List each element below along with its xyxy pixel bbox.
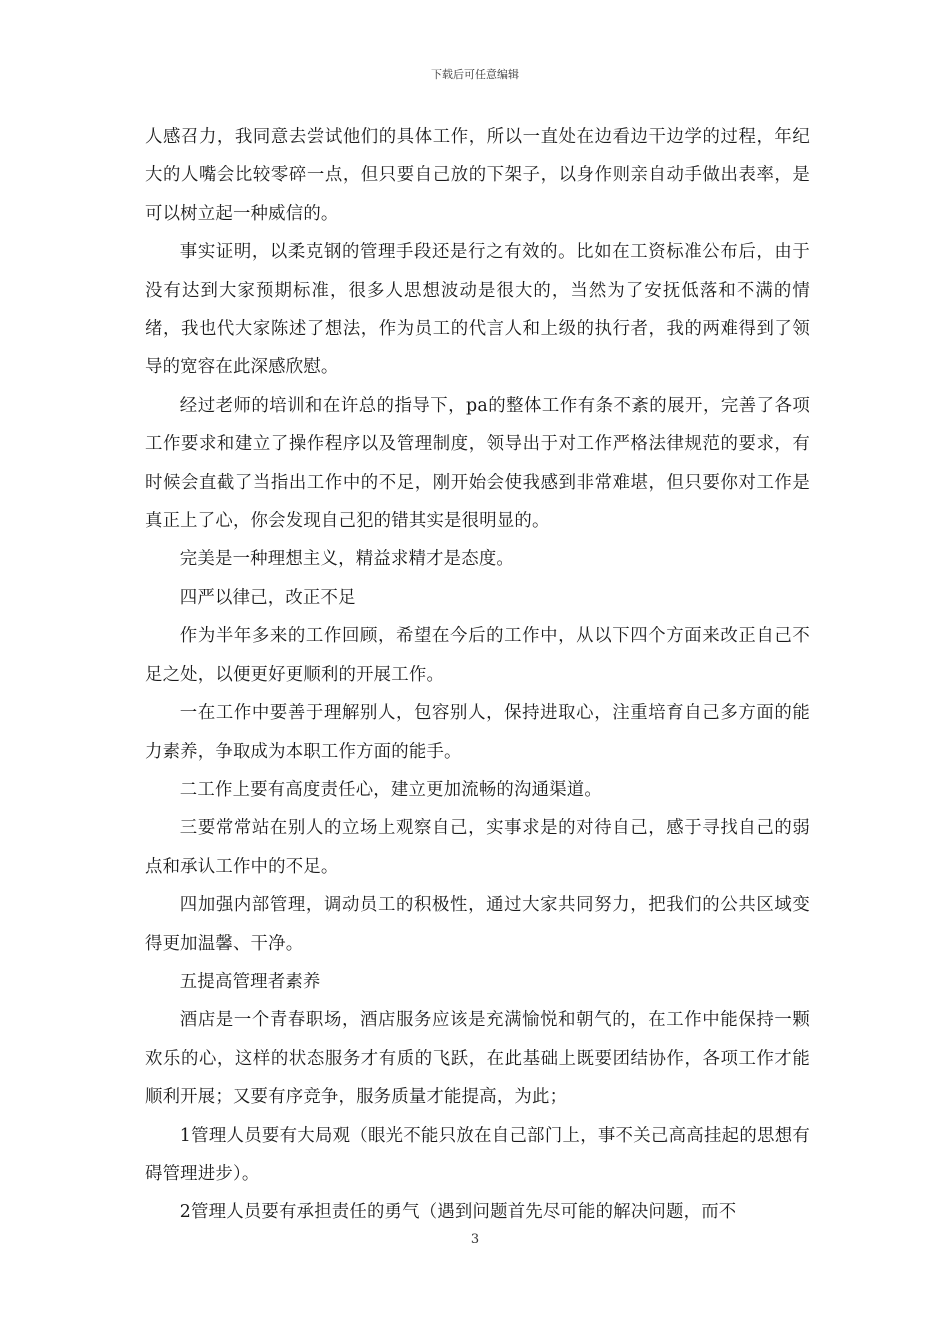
list-item-4: 四加强内部管理，调动员工的积极性，通过大家共同努力，把我们的公共区域变得更加温馨、干净。 <box>145 895 810 954</box>
list-item-2: 二工作上要有高度责任心，建立更加流畅的沟通渠道。 <box>179 779 602 800</box>
section-heading-4: 四严以律己，改正不足 <box>179 587 356 608</box>
paragraph-1: 人感召力，我同意去尝试他们的具体工作，所以一直处在边看边干边学的过程，年纪大的人嘴会比较零碎一点，但只要自己放的下架子，以身作则亲自动手做出表率，是可以树立起一种威信的。 <box>145 127 810 224</box>
numbered-item-1: 1管理人员要有大局观（眼光不能只放在自己部门上，事不关己高高挂起的思想有碍管理进步）。 <box>145 1125 810 1184</box>
page-number: 3 <box>470 1232 480 1247</box>
paragraph-2: 事实证明，以柔克钢的管理手段还是行之有效的。比如在工资标准公布后，由于没有达到大家预期标准，很多人思想波动是很大的，当然为了安抚低落和不满的情绪，我也代大家陈述了想法，作为员工的代言人和上级的执行者，我的两难得到了领导的宽容在此深感欣慰。 <box>145 242 810 378</box>
list-item-1: 一在工作中要善于理解别人，包容别人，保持进取心，注重培育自己多方面的能力素养，争取成为本职工作方面的能手。 <box>145 703 810 762</box>
paragraph-6: 作为半年多来的工作回顾，希望在今后的工作中，从以下四个方面来改正自己不足之处，以便更好更顺利的开展工作。 <box>145 626 810 685</box>
numbered-item-2: 2管理人员要有承担责任的勇气（遇到问题首先尽可能的解决问题，而不 <box>179 1202 737 1223</box>
paragraph-4: 完美是一种理想主义，精益求精才是态度。 <box>179 549 515 570</box>
page-header: 下载后可任意编辑 <box>431 68 519 81</box>
section-heading-5: 五提高管理者素养 <box>179 971 321 992</box>
paragraph-3: 经过老师的培训和在许总的指导下，pa的整体工作有条不紊的展开，完善了各项工作要求和建立了操作程序以及管理制度，领导出于对工作严格法律规范的要求，有时候会直截了当指出工作中的不足，刚开始会使我感到非常难堪，但只要你对工作是真正上了心，你会发现自己犯的错其实是很明显的。 <box>145 395 810 532</box>
paragraph-12: 酒店是一个青春职场，酒店服务应该是充满愉悦和朝气的，在工作中能保持一颗欢乐的心，这样的状态服务才有质的飞跃，在此基础上既要团结协作，各项工作才能顺利开展；又要有序竞争，服务质量才能提高，为此； <box>145 1010 810 1108</box>
list-item-3: 三要常常站在别人的立场上观察自己，实事求是的对待自己，感于寻找自己的弱点和承认工作中的不足。 <box>145 818 810 877</box>
document-body <box>145 118 810 1232</box>
